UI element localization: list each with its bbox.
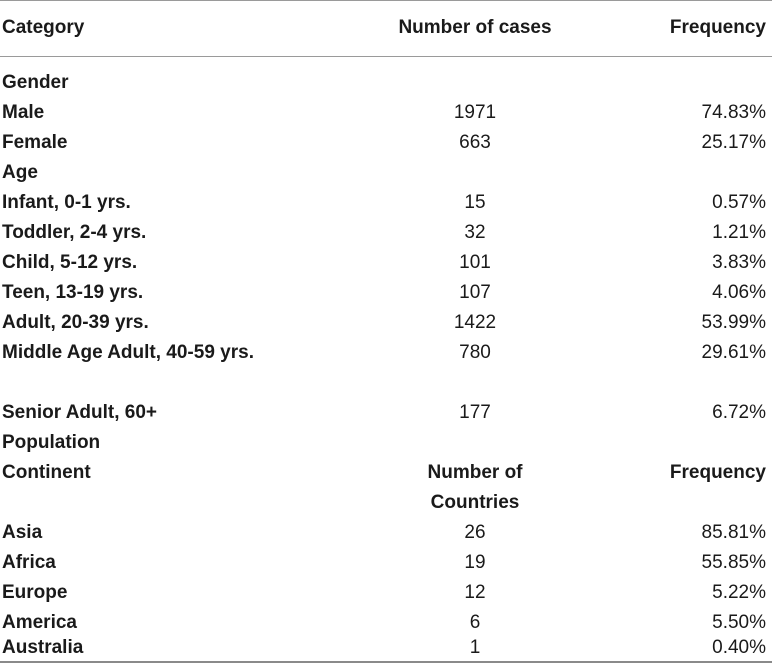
table-row — [0, 308, 772, 338]
row-count: 107 — [459, 282, 491, 303]
row-category: Senior Adult, 60+ — [2, 402, 158, 423]
table-row — [0, 188, 772, 218]
row-category: Middle Age Adult, 40-59 yrs. — [2, 342, 254, 363]
row-frequency: 74.83% — [701, 102, 766, 123]
table-row — [0, 248, 772, 278]
row-count: 780 — [459, 342, 491, 363]
section-row-gender — [0, 68, 772, 98]
table-row — [0, 578, 772, 608]
row-count: 1971 — [453, 102, 497, 123]
header-number-of-countries-line2: Countries — [430, 492, 520, 513]
table-row — [0, 98, 772, 128]
row-frequency: 1.21% — [712, 222, 766, 243]
table-row — [0, 548, 772, 578]
row-category: Asia — [2, 522, 43, 543]
table-row — [0, 518, 772, 548]
row-frequency: 55.85% — [701, 552, 766, 573]
row-category: Africa — [2, 552, 56, 573]
row-count: 32 — [464, 222, 486, 243]
header-frequency-population: Frequency — [669, 462, 766, 483]
section-row-age — [0, 158, 772, 188]
row-count: 15 — [464, 192, 486, 213]
row-frequency: 53.99% — [701, 312, 766, 333]
row-count: 177 — [459, 402, 491, 423]
section-label-gender: Gender — [2, 72, 69, 93]
row-category: Australia — [2, 637, 84, 658]
header-continent: Continent — [2, 462, 91, 483]
row-category: Female — [2, 132, 68, 153]
row-category: Adult, 20-39 yrs. — [2, 312, 149, 333]
header-number-of-cases: Number of cases — [398, 17, 552, 38]
row-count: 101 — [459, 252, 491, 273]
row-frequency: 4.06% — [712, 282, 766, 303]
row-frequency: 6.72% — [712, 402, 766, 423]
table-row — [0, 218, 772, 248]
row-category: America — [2, 612, 77, 633]
row-frequency: 5.50% — [712, 612, 766, 633]
header-rule — [0, 56, 772, 57]
table-row — [0, 128, 772, 158]
population-header-row — [0, 458, 772, 518]
row-frequency: 3.83% — [712, 252, 766, 273]
row-category: Europe — [2, 582, 68, 603]
row-frequency: 29.61% — [701, 342, 766, 363]
row-category: Male — [2, 102, 45, 123]
section-label-age: Age — [2, 162, 38, 183]
table-row — [0, 338, 772, 398]
row-category: Infant, 0-1 yrs. — [2, 192, 131, 213]
row-frequency: 0.40% — [712, 637, 766, 658]
row-count: 663 — [459, 132, 491, 153]
table-row — [0, 278, 772, 308]
row-frequency: 5.22% — [712, 582, 766, 603]
table-row — [0, 633, 772, 663]
row-frequency: 0.57% — [712, 192, 766, 213]
header-frequency: Frequency — [669, 17, 766, 38]
table-row — [0, 398, 772, 428]
table-header-row — [0, 0, 772, 56]
row-count: 26 — [464, 522, 486, 543]
section-row-population — [0, 428, 772, 458]
section-label-population: Population — [2, 432, 101, 453]
row-frequency: 25.17% — [701, 132, 766, 153]
row-count: 1 — [469, 637, 481, 658]
header-number-of-countries-line1: Number of — [427, 462, 523, 483]
row-count: 1422 — [453, 312, 497, 333]
row-category: Child, 5-12 yrs. — [2, 252, 138, 273]
row-category: Teen, 13-19 yrs. — [2, 282, 144, 303]
header-category: Category — [2, 17, 85, 38]
row-count: 12 — [464, 582, 486, 603]
row-count: 6 — [469, 612, 481, 633]
row-count: 19 — [464, 552, 486, 573]
row-category: Toddler, 2-4 yrs. — [2, 222, 147, 243]
row-frequency: 85.81% — [701, 522, 766, 543]
